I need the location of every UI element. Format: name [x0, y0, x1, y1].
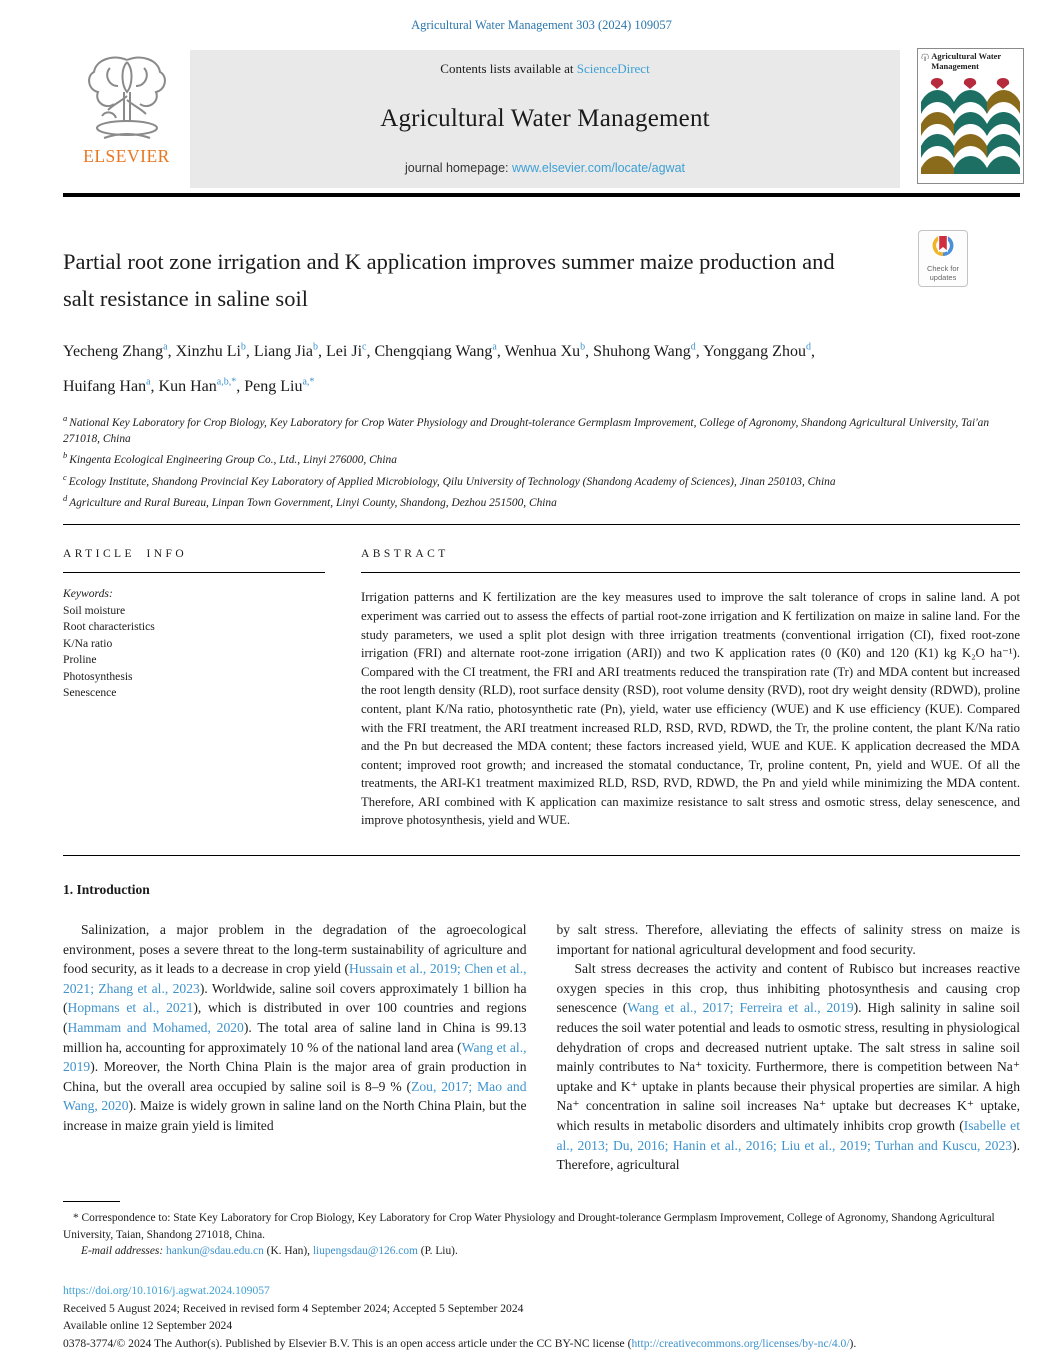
affiliation-sup: d — [63, 493, 68, 504]
author-affiliation-sup: a — [163, 342, 168, 353]
keywords-list — [63, 603, 325, 702]
author-name: Wenhua Xu — [504, 343, 581, 361]
article-title: Partial root zone irrigation and K application improves summer maize production and salt resistance in saline soil — [63, 249, 835, 311]
author-separator: , — [496, 343, 505, 361]
text-segment: ). — [849, 1336, 857, 1350]
homepage-line — [405, 161, 685, 175]
keywords-block — [63, 586, 325, 702]
author-affiliation-sup: a,* — [302, 376, 315, 388]
citation-link[interactable]: hankun@sdau.edu.cn — [166, 1245, 264, 1258]
author — [254, 343, 326, 360]
affiliation — [63, 490, 1020, 511]
author-affiliation-sup: a — [492, 342, 497, 353]
cover-title: Agricultural Water Management — [931, 51, 1002, 71]
text-segment: ). Moreover, the North China Plain is the major area of grain production in China, but the overall area occupied by saline soil is 8–9 % ( — [63, 1059, 527, 1094]
left-column — [63, 920, 527, 1175]
masthead-banner — [190, 50, 900, 188]
author-name: Huifang Han — [63, 377, 147, 395]
journal-title: Agricultural Water Management — [380, 105, 710, 132]
author-name: Peng Liu — [244, 377, 303, 395]
article-info-column — [63, 548, 325, 830]
check-for-updates-badge[interactable] — [918, 230, 968, 287]
author — [63, 378, 159, 395]
keywords-label: Keywords: — [63, 587, 113, 601]
citation-link[interactable]: liupengsdau@126.com — [312, 1245, 418, 1258]
author-affiliation-sup: c — [362, 342, 367, 353]
author-affiliation-sup: b — [313, 342, 319, 353]
affiliation-sup: a — [63, 412, 68, 423]
article-info-rule — [63, 572, 325, 573]
text-segment: (K. Han), — [263, 1245, 313, 1258]
keyword: Photosynthesis — [63, 669, 133, 683]
author-affiliation-sup: a,b,* — [216, 376, 237, 388]
citation-link[interactable]: Wang et al., 2017; Ferreira et al., 2019 — [627, 1000, 854, 1016]
author-affiliation-sup: b — [580, 342, 586, 353]
article-info-heading: ARTICLE INFO — [63, 548, 188, 561]
body-divider-rule — [63, 855, 1020, 856]
text-segment: Salinization, a major problem in the degradation of the agroecological environment, poses a severe threat to the long-term sustainability of agriculture and food security, as it leads to a decrease in crop yield ( — [63, 922, 527, 977]
cover-header — [918, 49, 1023, 72]
affiliation — [63, 410, 1020, 448]
abstract-rule — [361, 572, 1020, 573]
author-name: Shuhong Wang — [593, 343, 691, 361]
masthead-rule — [63, 193, 1020, 197]
elsevier-logo — [63, 50, 190, 188]
right-column — [557, 920, 1021, 1175]
author-affiliation-sup: a — [146, 376, 151, 388]
journal-cover-thumbnail — [917, 48, 1024, 184]
author-name: Xinzhu Li — [175, 343, 241, 361]
author — [703, 343, 815, 360]
body-paragraph — [63, 920, 527, 1136]
elsevier-tree-icon — [84, 52, 170, 148]
author-separator: , — [167, 343, 176, 361]
email-line — [63, 1243, 1020, 1260]
affiliation-list — [63, 410, 1020, 512]
text-segment: ). High salinity in saline soil reduces the soil water potential and leads to osmotic stress, resulting in physiological dehydration of crops and decreased nutrient uptake. The salt stress in saline soil mainly contributes to Na⁺ toxicity. Furthermore, there is competition between Na⁺ uptake and K⁺ uptake in plants because their physical properties are similar. A high Na⁺ concentration in saline soil increases Na⁺ uptake but decreases K⁺ uptake, which results in metabolic disorders and ultimately inhibits crop growth ( — [556, 1000, 1020, 1133]
cover-art-pattern — [921, 74, 1020, 174]
correspondence-footnote — [63, 1201, 1020, 1260]
author-separator: , — [585, 343, 594, 361]
author — [159, 378, 245, 395]
author-affiliation-sup: b — [240, 342, 246, 353]
citation-link[interactable]: Wang et al., 2019 — [63, 1039, 527, 1075]
citation-link[interactable]: Hussain et al., 2019; Chen et al., 2021; Zhang et al., 2023 — [63, 961, 527, 996]
affiliation-text: Agriculture and Rural Bureau, Linpan Town Government, Linyi County, Shandong, Dezhou 251500, China — [69, 496, 557, 509]
abstract-text: Irrigation patterns and K fertilization are the key measures used to improve the salt tolerance of crops in saline land. A pot experiment was carried out to assess the effects of partial root-zone irrigation and K fertilization on maize in saline land. For the study parameters, we used a split plot design with three irrigation treatments (conventional irrigation (CI), fixed root-zone irrigation (FRI) and alternate root-zone irrigation (ARI)) and two K application rates (0 (K0) and 120 (K1) kg K₂O ha⁻¹). Compared with the CI treatment, the FRI and ARI treatments reduced the transpiration rate (Tr) and MDA content but increased the root length density (RLD), root surface density (RSD), root volume density (RVD), root dry weight density (RDWD), proline content, plant K/Na ratio, photosynthetic rate (Pn), yield, water use efficiency (WUE) and K use efficiency (KUE). Compared with the FRI treatment, the ARI treatment increased RLD, RSD, RVD, RDWD, the Tr, the proline content, the plant K/Na ratio and the Pn but decreased the MDA content; these factors increased yield, WUE and KUE. K application decreased the MDA content; improved root growth; and increased the stomatal conductance, Tr, proline content, Pn, yield and WUE. Of all the treatments, the ARI-K1 treatment maximized RLD, RSD, RVD, RDWD, the Pn and yield while minimizing the MDA content. Therefore, ARI combined with K application can maximize resistance to salt stress and osmotic stress, delay senescence, and improve photosynthesis, yield and WUE. — [361, 590, 1020, 828]
citation-link[interactable]: Isabelle et al., 2013; Du, 2016; Hanin et al., 2016; Liu et al., 2019; Turhan and Kuscu, 2023 — [556, 1118, 1020, 1153]
author-name: Yonggang Zhou — [703, 343, 806, 361]
text-segment: ). Worldwide, saline soil covers approximately 1 billion ha ( — [63, 980, 527, 1016]
author-separator: , — [318, 343, 327, 361]
introduction-section — [63, 882, 1020, 1175]
author-separator: , — [366, 343, 375, 361]
article-info-abstract-grid — [63, 548, 1020, 830]
badge-label-line2: updates — [929, 272, 957, 282]
author-name: Lei Ji — [326, 343, 363, 361]
affiliation-text: National Key Laboratory for Crop Biology, Key Laboratory for Crop Water Physiology and Drought-tolerance Germplasm Improvement, College of Agronomy, Shandong Agricultural University, Tai'an 271018, China — [63, 416, 990, 445]
text-segment: Salt stress decreases the activity and content of Rubisco but increases reactive oxygen species in this crop, thus inhibiting photosynthesis and causing crop senescence ( — [556, 961, 1020, 1016]
author-list — [63, 333, 843, 402]
author — [593, 343, 703, 360]
affiliation-sup: b — [63, 450, 68, 461]
keyword: Proline — [63, 653, 97, 667]
contents-prefix: Contents lists available at — [440, 61, 577, 76]
section-divider-rule — [63, 524, 1020, 525]
email-label: E-mail addresses: — [81, 1245, 166, 1258]
text-segment: ). The total area of saline land in China is 99.13 million ha, accounting for approximately 10 % of the national land area ( — [63, 1020, 527, 1055]
text-segment: ). Therefore, agricultural — [556, 1137, 1020, 1173]
body-paragraph — [557, 920, 1021, 959]
keyword: Root characteristics — [63, 620, 155, 634]
author — [374, 343, 504, 360]
author — [176, 343, 254, 360]
correspondence-text: * Correspondence to: State Key Laboratory for Crop Biology, Key Laboratory for Crop Water Physiology and Drought-tolerance Germplasm Improvement, College of Agronomy, Shandong Agricultural University, Taian, Shandong 271018, China. — [63, 1211, 995, 1241]
affiliation — [63, 447, 1020, 468]
author — [326, 343, 374, 360]
author-separator: , — [150, 377, 159, 395]
author-separator: , — [245, 343, 254, 361]
homepage-prefix: journal homepage: — [404, 161, 513, 175]
text-segment: by salt stress. Therefore, alleviating the effects of salinity stress on maize is important for national agricultural development and food security. — [556, 922, 1020, 957]
citation-link[interactable]: Hammam and Mohamed, 2020 — [67, 1020, 244, 1036]
received-dates: Received 5 August 2024; Received in revised form 4 September 2024; Accepted 5 September 2024 — [63, 1301, 524, 1315]
text-segment: (P. Liu). — [417, 1245, 458, 1258]
elsevier-wordmark: ELSEVIER — [83, 146, 170, 166]
sciencedirect-link[interactable]: ScienceDirect — [576, 61, 650, 76]
journal-citation-link[interactable]: Agricultural Water Management 303 (2024) 109057 — [411, 18, 672, 32]
introduction-heading: 1. Introduction — [63, 882, 150, 898]
keyword: K/Na ratio — [63, 636, 113, 650]
author-separator: , — [810, 343, 815, 361]
doi-link[interactable]: https://doi.org/10.1016/j.agwat.2024.109057 — [63, 1284, 270, 1298]
available-online: Available online 12 September 2024 — [63, 1319, 233, 1333]
footnote-rule — [63, 1201, 120, 1202]
contents-line — [440, 61, 649, 77]
author-affiliation-sup: d — [805, 342, 811, 353]
text-segment: 0378-3774/© 2024 The Author(s). Published by Elsevier B.V. This is an open access article under the CC BY-NC license ( — [63, 1336, 632, 1350]
text-segment: ), which is distributed in over 100 countries and regions ( — [63, 1000, 527, 1036]
text-segment: ). Maize is widely grown in saline land on the North China Plain, but the increase in maize grain yield is limited — [63, 1098, 527, 1133]
author-name: Yecheng Zhang — [63, 343, 164, 361]
author-name: Chengqiang Wang — [374, 343, 493, 361]
author-affiliation-sup: d — [690, 342, 696, 353]
author — [505, 343, 594, 360]
copyright-line — [63, 1335, 1020, 1353]
author-separator: , — [236, 377, 245, 395]
abstract-column — [361, 548, 1020, 830]
keyword: Soil moisture — [63, 603, 126, 617]
badge-label-line1: Check for — [926, 264, 960, 273]
citation-link[interactable]: Zou, 2017; Mao and Wang, 2020 — [63, 1078, 527, 1114]
affiliation — [63, 469, 1020, 490]
cover-mini-tree-icon — [921, 52, 929, 64]
author-separator: , — [695, 343, 704, 361]
body-paragraph — [557, 959, 1021, 1175]
article-footer — [63, 1282, 1020, 1352]
author — [244, 378, 314, 395]
author — [63, 343, 176, 360]
author-name: Kun Han — [158, 377, 217, 395]
citation-link[interactable]: Hopmans et al., 2021 — [67, 1000, 194, 1016]
journal-masthead — [63, 50, 1020, 190]
author-name: Liang Jia — [253, 343, 314, 361]
crossmark-icon — [930, 234, 956, 260]
keyword: Senescence — [63, 686, 117, 700]
affiliation-text: Kingenta Ecological Engineering Group Co., Ltd., Linyi 276000, China — [69, 454, 397, 467]
two-column-body — [63, 920, 1020, 1175]
journal-homepage-link[interactable]: www.elsevier.com/locate/agwat — [512, 161, 686, 175]
email-links — [166, 1245, 458, 1257]
citation-link[interactable]: http://creativecommons.org/licenses/by-nc/4.0/ — [631, 1336, 850, 1350]
affiliation-sup: c — [63, 471, 67, 482]
abstract-heading: ABSTRACT — [361, 548, 449, 561]
affiliation-text: Ecology Institute, Shandong Provincial Key Laboratory of Applied Microbiology, Qilu University of Technology (Shandong Academy of Sciences), Jinan 250103, China — [68, 475, 836, 488]
